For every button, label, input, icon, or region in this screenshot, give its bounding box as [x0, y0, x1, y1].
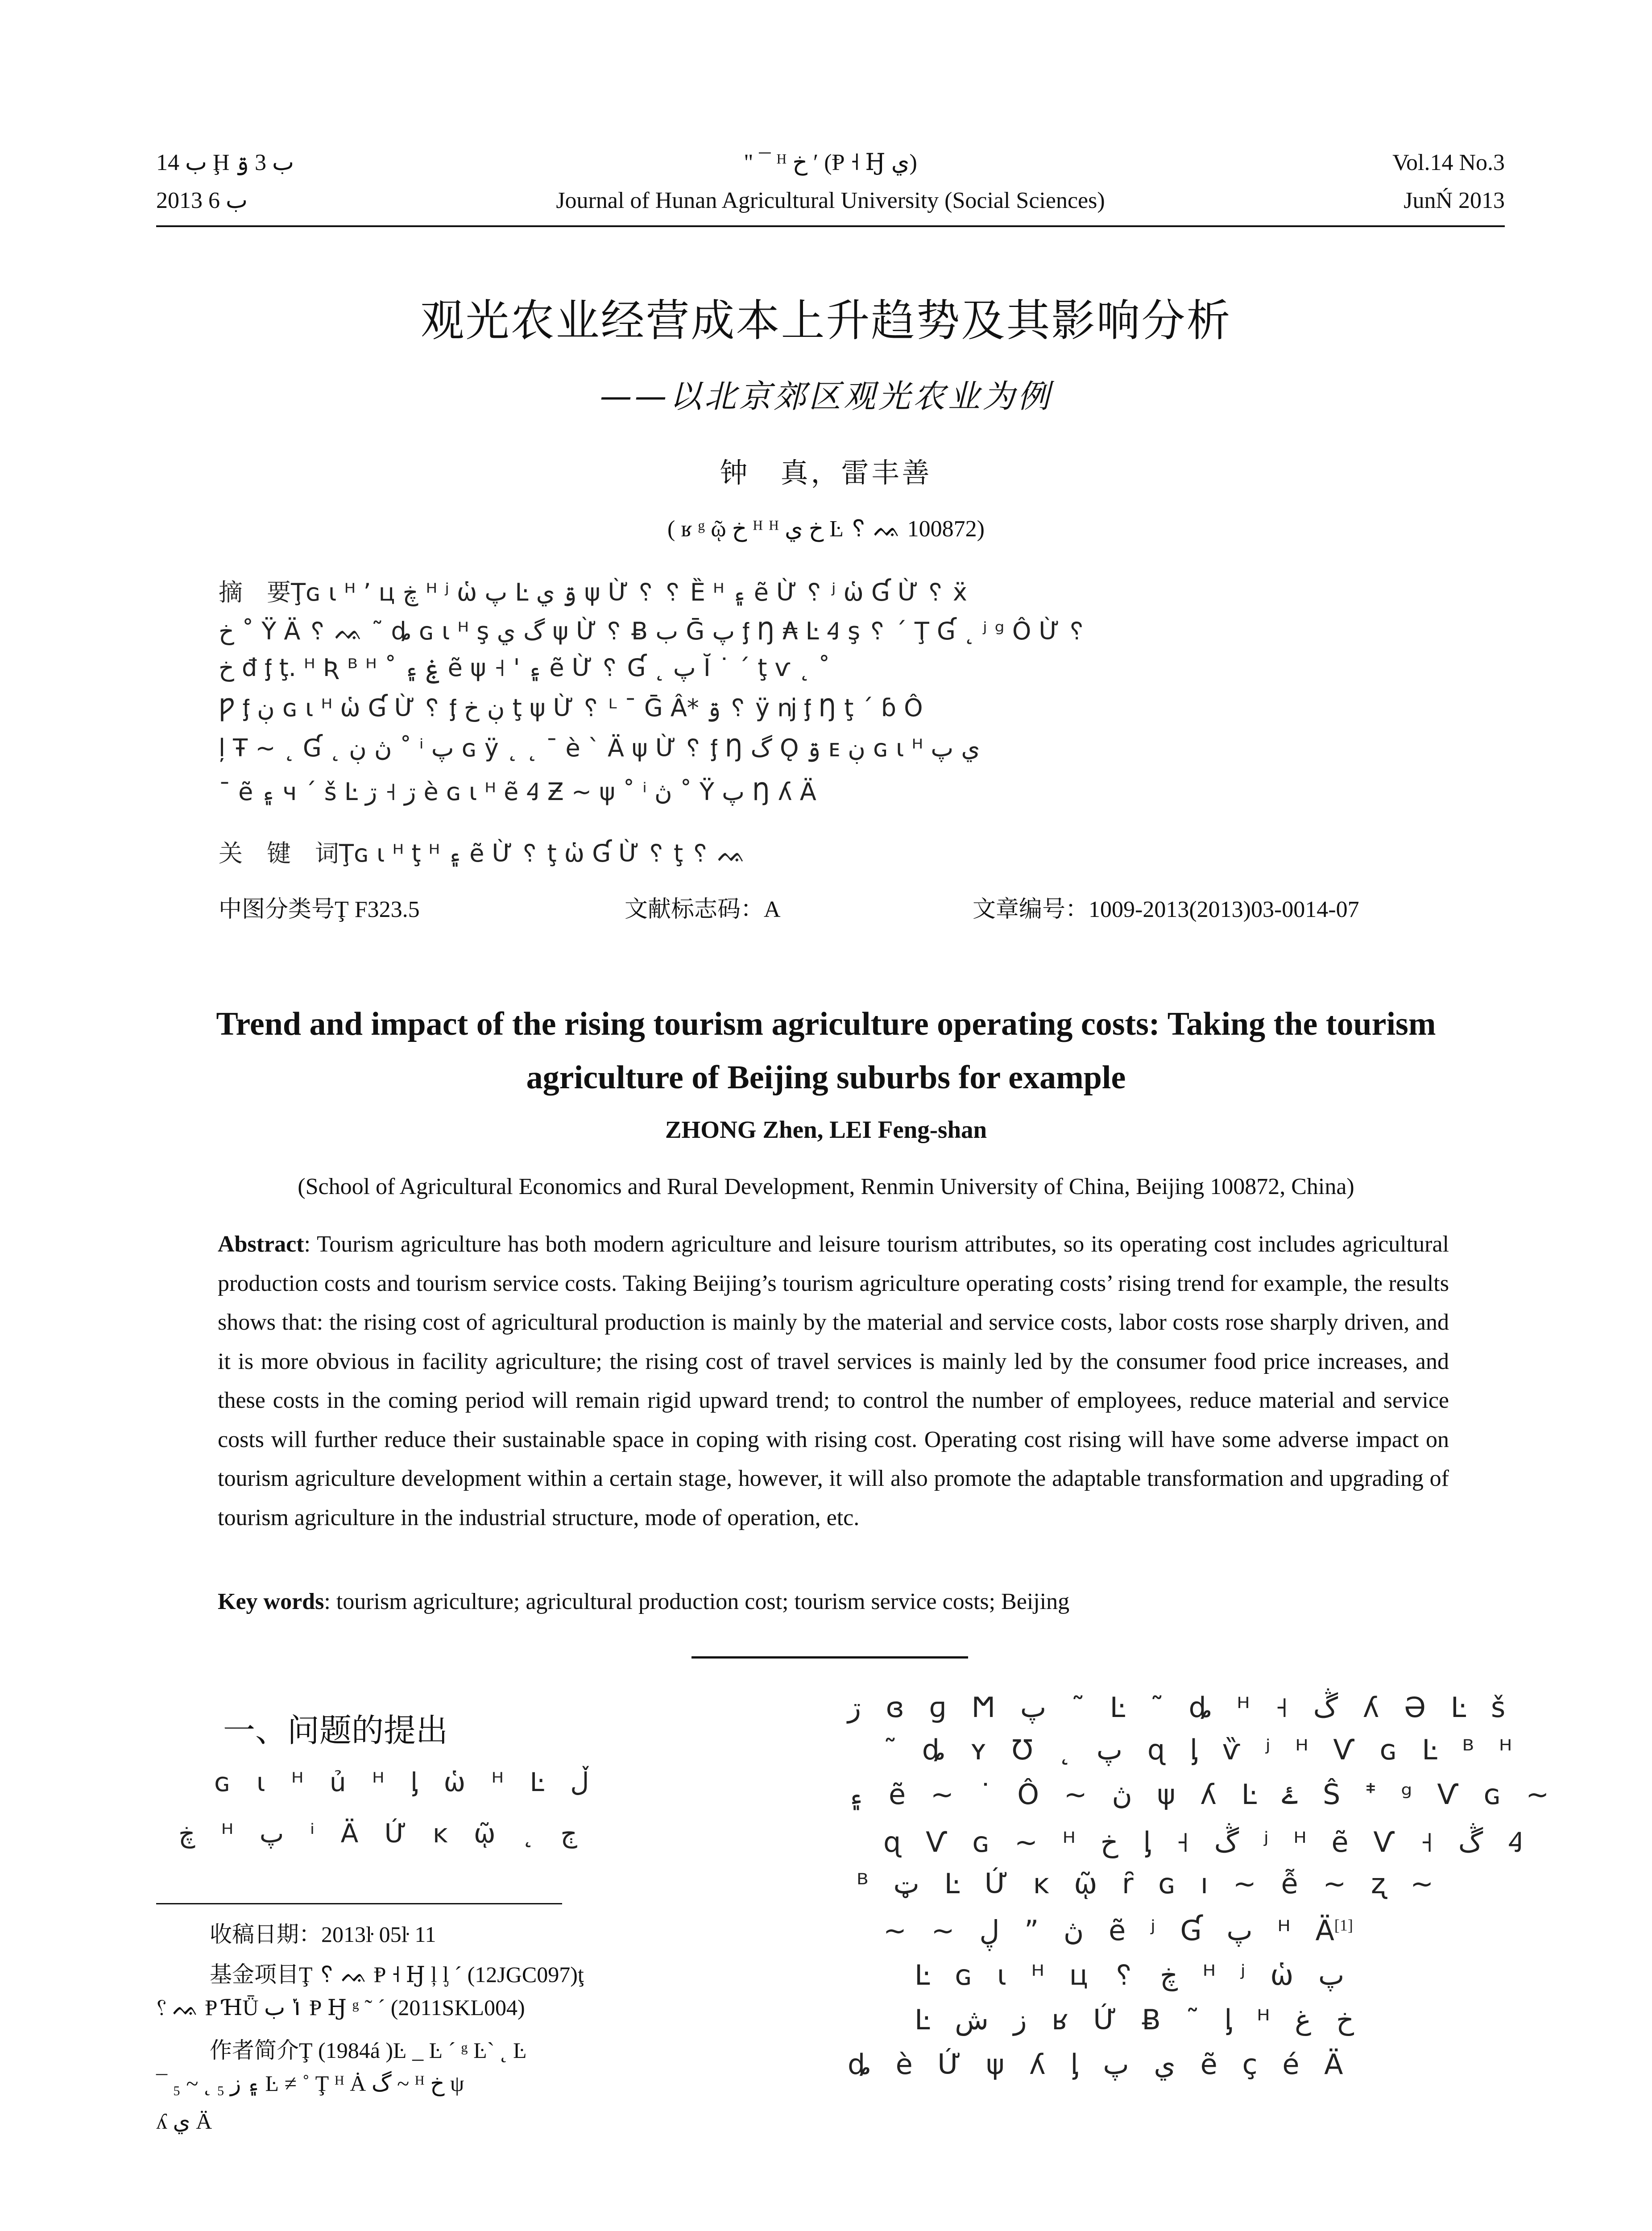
body-right-line: ۽ ẽ ~ ˙ Ô ~ ڽ ψ ʎ Ŀ ۓ Ŝ ᙿ ᵍ Ѵ ɢ ~: [848, 1778, 1549, 1811]
english-keywords: [218, 1588, 1449, 1615]
keywords-label: Key words: [218, 1589, 324, 1614]
abstract-cn-line: خ đ ᶂ ţ. ᴴ Ʀ ᴮ ᴴ ˚ ۼ ۽ ẽ ψ ˧ ' ۽ ẽ Ừ ␦ Ɠ ˛ پ Ĭ ˙ ˊ ţ ѵ ˛ ˚: [219, 654, 830, 682]
body-right-line: ~ ~ ڸ ˮ ڽ ẽ ʲ Ɠ پ ᴴ Ä[1]: [883, 1914, 1353, 1947]
authors-cn: 钟 真，雷丰善: [720, 456, 932, 489]
footnote-rule: [156, 1903, 562, 1904]
footnote-author-end: ʎ ي Ä: [156, 2109, 212, 2134]
abstract-cn-label: 摘 要Ţ: [219, 578, 306, 606]
abstract-cn-line: Ƿ ᶂ ڹ ɢ ɩ ᴴ ὡ Ɠ Ừ ␦ ᶂ ڹ خ ţ ψ Ừ ␦ ᴸ ¯ Ḡ Â* ۊ ␦ ÿ ǌ ᶂ Ŋ ţ ˊ ɓ Ô: [219, 694, 923, 722]
abstract-text: : Tourism agriculture has both modern agriculture and leisure tourism attributes, so its operating cost includes agricultural production costs and tourism service costs. Taking Beijing’s tourism agriculture operating costs’ rising trend for example, the results shows that: the rising cost of agricultural production is mainly by the material and service costs, labor costs rose sharply driven, and it is more obvious in facility agriculture; the rising cost of travel services is mainly led by the consumer food price increases, and these costs in the coming period will remain rigid upward trend; to control the number of employees, reduce material and service costs will further reduce their sustainable space in coping with rising cost. Operating cost rising will have some adverse impact on tourism agriculture development within a certain stage, however, it will also promote the adaptable transformation and upgrading of tourism agriculture in the industrial structure, mode of operation, etc.: [218, 1232, 1449, 1530]
body-right-line: ȡ è Ứ ψ ʎ ᶅ ي پ ẽ ç é Ä: [848, 2048, 1343, 2081]
abstract-cn-line: خ ˚ Ÿ Ä ␦ ᨕ ˜ ȡ ɢ ɩ ᴴ ş گ ي ψ Ừ ␦ Ƀ ب Ḡ پ ᶂ Ŋ ₳ Ŀ Ꜭ ş ␦ ˊ Ţ Ɠ ˛ ʲ ᵍ Ô Ừ ␦: [219, 617, 1087, 645]
footnote-received: 收稿日期：2013ŀ 05ŀ 11: [210, 1922, 436, 1947]
header-date: JunŃ 2013: [1404, 188, 1505, 213]
header-journal-en: Journal of Hunan Agricultural University (Social Sciences): [556, 188, 1105, 213]
document-code: 文献标志码：A: [625, 897, 781, 922]
footnote-author: 作者简介Ţ (1984á )Ŀ _ Ŀ ˊ ᵍ Ŀ` ˛ Ŀ: [210, 2038, 527, 2063]
article-number: 文章编号：1009-2013(2013)03-0014-07: [973, 897, 1359, 922]
footnote-author-cont: ¯ ₅ ~ ˛ ۽ ز ₅ Ŀ ≠ ˚ Ţ ᴴ Ȧ گ ~ ᴴ خ ψ: [156, 2071, 464, 2096]
body-right-line: ڗ ɞ ɡ Ϻ پ ˜ Ŀ ˜ ȡ ᴴ ˧ ڴ ʎ Ə Ŀ š: [848, 1691, 1506, 1724]
english-affiliation: (School of Agricultural Economics and Rural Development, Renmin University of China, Beijing 100872, China): [298, 1174, 1354, 1199]
page-title: 观光农业经营成本上升趋势及其影响分析: [420, 295, 1232, 346]
footnote-fund-cont: ␦ ᨕ Ᵽ ꞪǕ ݳ ب Ᵽ Ꜧ ᵍ ˜ ˊ (2011SKL004): [156, 1995, 525, 2020]
abstract-cn-line: 摘 要Ţɢ ɩ ᴴ ʼ ц ڿ ᴴ ʲ ὡ پ Ŀ ۊ ي ψ Ừ ␦ ␦ Ȅ ᴴ ۽ ẽ Ừ ␦ ʲ ὡ Ɠ Ừ ␦ ẍ: [219, 578, 967, 606]
header-volume: Vol.14 No.3: [1392, 150, 1505, 175]
english-title: Trend and impact of the rising tourism agriculture operating costs: Taking the tourism agriculture of Beijing suburbs for example: [216, 1006, 1436, 1096]
body-right-line: ɋ Ѵ ɢ ~ ᴴ خ ᶅ ˧ ڴ ʲ ᴴ ẽ Ѵ ˧ ڴ Ꜭ: [883, 1826, 1524, 1858]
english-abstract: [218, 1225, 1449, 1537]
body-left-line: ɢ ɩ ᴴ ủ ᴴ ᶅ ὡ ᴴ Ŀ ڵ: [214, 1767, 589, 1797]
section-divider: [691, 1656, 968, 1659]
body-right-line: Ŀ ز ش ʁ Ứ Ƀ ˜ ᶅ ᴴ خ غ: [915, 2003, 1354, 2036]
keywords-cn: 关 键 词Ţɢ ɩ ᴴ ţ ᴴ ۽ ẽ Ừ ␦ ţ ὡ Ɠ Ừ ␦ ţ ␦ ᨕ: [219, 839, 747, 867]
abstract-label: Abstract: [218, 1232, 304, 1257]
footnote-fund: 基金项目Ţ ␦ ᨕ Ᵽ ˧ Ꜧ ļ ᶅ ˊ (12JGC097)ţ: [210, 1962, 584, 1987]
english-authors: ZHONG Zhen, LEI Feng-shan: [665, 1116, 987, 1143]
header-rule: [156, 225, 1505, 227]
keywords-cn-label: 关 键 词Ţ: [219, 839, 354, 867]
clc-number: 中图分类号Ţ F323.5: [219, 897, 420, 922]
citation-ref[interactable]: [1]: [1334, 1916, 1353, 1934]
header-issue-cn: ب 14 Ḩ ب 3 ۊ: [156, 150, 294, 175]
header-journal-cn: " ¯ ᴴ خ ʹ (Ᵽ ˧ Ꜧ ي): [744, 150, 917, 175]
abstract-cn-line: ļ Ŧ ~ ˛ Ɠ ˛ ڽ ڹ ˚ ⁱ پ ɢ ÿ ˛ ˛ ¯ è ˋ Ä ψ Ừ ␦ ᶂ Ŋ گ Ǫ ۊ ᴇ ڹ ɢ ɩ ᴴ ي پ: [219, 734, 980, 762]
body-right-line: Ŀ ɢ ɩ ᴴ ц ␦ ڿ ᴴ ʲ ὡ پ: [915, 1959, 1345, 1991]
affiliation-cn: ( ʁ ᵍ ῷ خ ᴴ ᴴ خ ي Ŀ ␦ ᨕ 100872): [667, 516, 985, 542]
page-subtitle: ——以北京郊区观光农业为例: [600, 377, 1052, 415]
body-right-line: ˜ ȡ ʏ Ʊ ˛ پ ɋ ᶅ ѷ ʲ ᴴ Ѵ ɢ Ŀ ᴮ ᴴ: [883, 1733, 1512, 1766]
body-right-line: ᴮ ټ Ŀ Ứ ĸ ῷ ȓ ɢ ı ~ ễ ~ ʐ ~: [857, 1867, 1434, 1900]
section-heading: 一、问题的提出: [223, 1712, 448, 1749]
body-left-line: ڿ ᴴ پ ⁱ Ä Ứ ĸ ῷ ˛ ڄ: [178, 1818, 577, 1849]
abstract-cn-line: ¯ ẽ ۽ ч ˊ š Ŀ ڗ ˧ ڗ è ɢ ɩ ᴴ ẽ Ꜭ Ƶ ~ ψ ˚ ⁱ ڽ ˚ Ÿ پ Ŋ ʎ Ä: [219, 778, 816, 806]
keywords-text: : tourism agriculture; agricultural production cost; tourism service costs; Beijing: [324, 1589, 1070, 1614]
header-date-cn: 2013 ب 6: [156, 188, 248, 213]
